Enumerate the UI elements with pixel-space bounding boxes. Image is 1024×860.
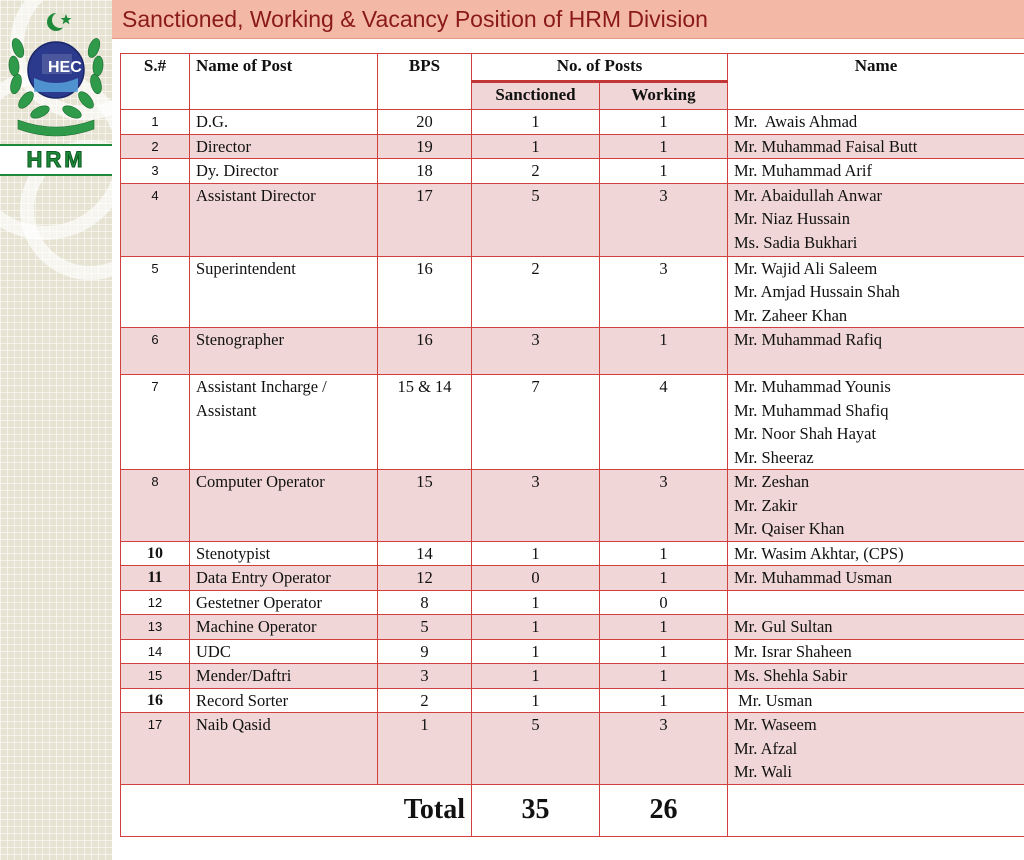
logo-text: HEC — [48, 59, 82, 76]
total-sanctioned: 35 — [472, 784, 600, 836]
table-row — [121, 470, 1024, 542]
sanctioned-cell: 0 — [472, 566, 600, 591]
header-no-of-posts: No. of Posts — [472, 54, 728, 82]
serial-cell: 8 — [121, 470, 190, 542]
bps-cell: 18 — [378, 159, 472, 184]
table-body — [121, 110, 1024, 785]
sanctioned-cell: 1 — [472, 639, 600, 664]
post-cell: Record Sorter — [190, 688, 378, 713]
bps-cell: 1 — [378, 713, 472, 785]
total-row — [121, 784, 1024, 836]
bps-cell: 9 — [378, 639, 472, 664]
bps-cell: 5 — [378, 615, 472, 640]
title-bar — [112, 0, 1024, 39]
name-cell — [728, 110, 1024, 135]
table-row — [121, 328, 1024, 375]
serial-cell: 15 — [121, 664, 190, 689]
name-cell — [728, 134, 1024, 159]
table-row — [121, 664, 1024, 689]
working-cell: 1 — [600, 328, 728, 375]
working-cell: 0 — [600, 590, 728, 615]
table-row — [121, 159, 1024, 184]
serial-cell: 14 — [121, 639, 190, 664]
employee-name: Mr. Muhammad Rafiq — [734, 330, 883, 349]
sanctioned-cell: 1 — [472, 688, 600, 713]
sanctioned-cell: 5 — [472, 183, 600, 256]
working-cell: 1 — [600, 541, 728, 566]
employee-name: Mr. Amjad Hussain Shah — [734, 282, 900, 301]
name-cell — [728, 375, 1024, 470]
sanctioned-cell: 1 — [472, 590, 600, 615]
table-row — [121, 256, 1024, 328]
employee-name: Mr. Muhammad Usman — [734, 568, 893, 587]
employee-name: Mr. Muhammad Arif — [734, 161, 872, 180]
post-cell: Stenotypist — [190, 541, 378, 566]
bps-cell: 17 — [378, 183, 472, 256]
employee-name: Mr. Niaz Hussain — [734, 209, 850, 228]
working-cell: 1 — [600, 664, 728, 689]
post-cell: D.G. — [190, 110, 378, 135]
post-cell: Director — [190, 134, 378, 159]
bps-cell: 15 — [378, 470, 472, 542]
name-cell — [728, 256, 1024, 328]
working-cell: 3 — [600, 183, 728, 256]
post-cell: Assistant Incharge / Assistant — [190, 375, 378, 470]
employee-name: Mr. Zakir — [734, 495, 798, 515]
positions-table — [120, 53, 1024, 837]
table-row — [121, 110, 1024, 135]
working-cell: 1 — [600, 639, 728, 664]
bps-cell: 15 & 14 — [378, 375, 472, 470]
hrm-label: HRM — [0, 144, 112, 176]
sanctioned-cell: 1 — [472, 541, 600, 566]
bps-cell: 20 — [378, 110, 472, 135]
header-bps: BPS — [378, 54, 472, 110]
employee-name: Mr. Qaiser Khan — [734, 519, 845, 538]
table-row — [121, 615, 1024, 640]
header-name: Name — [728, 54, 1024, 110]
table-row — [121, 375, 1024, 470]
serial-cell: 12 — [121, 590, 190, 615]
sanctioned-cell: 1 — [472, 615, 600, 640]
working-cell: 1 — [600, 615, 728, 640]
serial-cell: 1 — [121, 110, 190, 135]
working-cell: 1 — [600, 566, 728, 591]
table-row — [121, 639, 1024, 664]
name-cell — [728, 664, 1024, 689]
header-sanctioned: Sanctioned — [472, 82, 600, 110]
post-cell: Naib Qasid — [190, 713, 378, 785]
serial-cell: 7 — [121, 375, 190, 470]
employee-name: Mr. Wali — [734, 762, 792, 781]
serial-cell: 2 — [121, 134, 190, 159]
sanctioned-cell: 1 — [472, 134, 600, 159]
post-cell: Mender/Daftri — [190, 664, 378, 689]
working-cell: 1 — [600, 688, 728, 713]
name-cell — [728, 713, 1024, 785]
bps-cell: 19 — [378, 134, 472, 159]
serial-cell: 10 — [121, 541, 190, 566]
employee-name: Mr. Wajid Ali Saleem — [734, 258, 878, 278]
total-label: Total — [121, 784, 472, 836]
post-cell: Computer Operator — [190, 470, 378, 542]
sanctioned-cell: 2 — [472, 256, 600, 328]
employee-name: Mr. Muhammad Shafiq — [734, 400, 889, 420]
serial-cell: 16 — [121, 688, 190, 713]
header-serial: S.# — [121, 54, 190, 110]
bps-cell: 2 — [378, 688, 472, 713]
serial-cell: 13 — [121, 615, 190, 640]
employee-name: Ms. Shehla Sabir — [734, 666, 848, 685]
table-row — [121, 183, 1024, 256]
employee-name: Mr. Israr Shaheen — [734, 641, 852, 661]
working-cell: 3 — [600, 256, 728, 328]
side-panel — [0, 0, 112, 860]
employee-name: Mr. Noor Shah Hayat — [734, 424, 877, 443]
working-cell: 1 — [600, 159, 728, 184]
post-cell: Assistant Director — [190, 183, 378, 256]
table-row — [121, 566, 1024, 591]
sanctioned-cell: 7 — [472, 375, 600, 470]
name-cell — [728, 470, 1024, 542]
post-cell: Machine Operator — [190, 615, 378, 640]
header-post: Name of Post — [190, 54, 378, 110]
employee-name: Mr. Muhammad Younis — [734, 377, 891, 396]
bps-cell: 8 — [378, 590, 472, 615]
employee-name: Mr. Usman — [734, 690, 813, 710]
name-cell — [728, 688, 1024, 713]
serial-cell: 6 — [121, 328, 190, 375]
post-cell: Superintendent — [190, 256, 378, 328]
total-name-cell — [728, 784, 1024, 836]
serial-cell: 4 — [121, 183, 190, 256]
employee-name: Mr. Afzal — [734, 738, 798, 758]
sanctioned-cell: 3 — [472, 328, 600, 375]
header-working: Working — [600, 82, 728, 110]
sanctioned-cell: 3 — [472, 470, 600, 542]
table-row — [121, 590, 1024, 615]
working-cell: 3 — [600, 470, 728, 542]
employee-name: Mr. Zeshan — [734, 472, 810, 491]
name-cell — [728, 159, 1024, 184]
serial-cell: 11 — [121, 566, 190, 591]
serial-cell: 5 — [121, 256, 190, 328]
working-cell: 4 — [600, 375, 728, 470]
sanctioned-cell: 1 — [472, 664, 600, 689]
name-cell — [728, 328, 1024, 375]
employee-name: Mr. Awais Ahmad — [734, 112, 858, 131]
page-title: Sanctioned, Working & Vacancy Position of HRM Division — [122, 5, 708, 32]
name-cell — [728, 639, 1024, 664]
serial-cell: 3 — [121, 159, 190, 184]
serial-cell: 17 — [121, 713, 190, 785]
sanctioned-cell: 5 — [472, 713, 600, 785]
working-cell: 1 — [600, 110, 728, 135]
bps-cell: 14 — [378, 541, 472, 566]
employee-name: Mr. Muhammad Faisal Butt — [734, 136, 918, 156]
employee-name: Mr. Zaheer Khan — [734, 305, 848, 325]
name-cell — [728, 541, 1024, 566]
positions-table-wrap — [120, 53, 1024, 837]
bps-cell: 16 — [378, 328, 472, 375]
post-cell: Gestetner Operator — [190, 590, 378, 615]
hec-logo — [4, 8, 108, 138]
name-cell — [728, 615, 1024, 640]
total-working: 26 — [600, 784, 728, 836]
table-row — [121, 541, 1024, 566]
employee-name: Mr. Sheeraz — [734, 447, 814, 467]
post-cell: UDC — [190, 639, 378, 664]
working-cell: 1 — [600, 134, 728, 159]
post-cell: Dy. Director — [190, 159, 378, 184]
working-cell: 3 — [600, 713, 728, 785]
post-cell: Data Entry Operator — [190, 566, 378, 591]
employee-name: Mr. Waseem — [734, 715, 817, 734]
employee-name: Mr. Abaidullah Anwar — [734, 185, 883, 205]
employee-name: Mr. Gul Sultan — [734, 617, 833, 636]
sanctioned-cell: 2 — [472, 159, 600, 184]
bps-cell: 3 — [378, 664, 472, 689]
bps-cell: 12 — [378, 566, 472, 591]
post-cell: Stenographer — [190, 328, 378, 375]
name-cell — [728, 590, 1024, 615]
table-row — [121, 713, 1024, 785]
table-row — [121, 688, 1024, 713]
name-cell — [728, 183, 1024, 256]
employee-name: Ms. Sadia Bukhari — [734, 232, 858, 252]
name-cell — [728, 566, 1024, 591]
bps-cell: 16 — [378, 256, 472, 328]
sanctioned-cell: 1 — [472, 110, 600, 135]
employee-name: Mr. Wasim Akhtar, (CPS) — [734, 543, 904, 563]
table-row — [121, 134, 1024, 159]
